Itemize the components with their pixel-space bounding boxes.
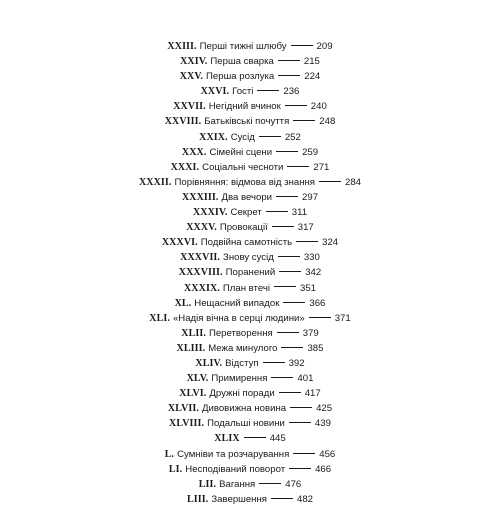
toc-entry: [0, 99, 500, 114]
page-number: 271: [313, 161, 330, 173]
leader-dash: [263, 362, 285, 363]
chapter-title: Дивовижна новина: [202, 403, 287, 415]
chapter-title: Вагання: [219, 478, 256, 490]
toc-entry: [0, 69, 500, 84]
toc-entry: [0, 220, 500, 235]
page-number: 284: [345, 176, 362, 188]
chapter-number: XXVI.: [200, 86, 230, 98]
leader-dash: [276, 151, 298, 152]
chapter-number: XXXII.: [138, 176, 172, 188]
chapter-title: Подальші новини: [207, 418, 285, 430]
leader-dash: [259, 483, 281, 484]
chapter-number: XXVII.: [173, 101, 206, 113]
chapter-title: План втечі: [222, 282, 270, 294]
page-number: 482: [296, 493, 313, 505]
chapter-number: XXXVIII.: [178, 267, 223, 279]
leader-dash: [278, 75, 300, 76]
page-number: 297: [302, 191, 319, 203]
chapter-title: «Надія вічна в серці людини»: [172, 312, 305, 324]
chapter-title: Поранений: [225, 267, 276, 279]
chapter-title: Сумніви та розчарування: [177, 448, 290, 460]
chapter-number: XXIII.: [167, 41, 197, 52]
chapter-number: XLIX: [214, 433, 240, 445]
leader-dash: [290, 407, 312, 408]
chapter-title: Гості: [232, 86, 254, 98]
toc-entry: [0, 431, 500, 446]
leader-dash: [278, 256, 300, 257]
toc-entry: [0, 296, 500, 311]
leader-dash: [272, 226, 294, 227]
toc-entry: [0, 54, 500, 69]
chapter-number: XLVII.: [167, 403, 199, 415]
page-number: 351: [300, 282, 317, 294]
chapter-title: Батьківські почуття: [204, 116, 290, 128]
toc-entry: [0, 145, 500, 160]
leader-dash: [259, 136, 281, 137]
toc-entry: [0, 84, 500, 99]
table-of-contents: [0, 39, 500, 507]
page-number: 456: [319, 448, 336, 460]
leader-dash: [274, 286, 296, 287]
page-number: 401: [297, 373, 314, 385]
toc-entry: [0, 462, 500, 477]
leader-dash: [296, 241, 318, 242]
chapter-title: Порівняння: відмова від знання: [174, 176, 316, 188]
toc-entry: [0, 326, 500, 341]
leader-dash: [319, 181, 341, 182]
chapter-title: Провокації: [219, 222, 268, 234]
toc-entry: [0, 311, 500, 326]
leader-dash: [278, 60, 300, 61]
page-number: 259: [302, 146, 319, 158]
chapter-title: Завершення: [211, 493, 267, 505]
leader-dash: [279, 392, 301, 393]
chapter-number: L.: [164, 448, 175, 460]
chapter-number: LI.: [168, 463, 183, 475]
leader-dash: [309, 317, 331, 318]
chapter-title: Дружні поради: [209, 388, 275, 400]
chapter-title: Межа минулого: [208, 342, 278, 354]
page-number: 324: [322, 237, 339, 249]
page-number: 366: [309, 297, 326, 309]
leader-dash: [285, 105, 307, 106]
chapter-number: XLII.: [181, 327, 206, 339]
page-number: 236: [283, 86, 300, 98]
leader-dash: [289, 468, 311, 469]
chapter-number: XLIV.: [195, 357, 223, 369]
leader-dash: [283, 302, 305, 303]
chapter-title: Відступ: [225, 357, 259, 369]
toc-entry: [0, 235, 500, 250]
chapter-number: LII.: [198, 478, 217, 490]
chapter-title: Сімейні сцени: [209, 146, 273, 158]
page-number: 252: [284, 131, 301, 143]
leader-dash: [287, 166, 309, 167]
leader-dash: [257, 90, 279, 91]
toc-entry: [0, 386, 500, 401]
leader-dash: [244, 437, 266, 438]
toc-entry: [0, 39, 500, 54]
leader-dash: [281, 347, 303, 348]
chapter-number: XXXV.: [186, 222, 217, 234]
chapter-number: XXXIX.: [183, 282, 220, 294]
page-number: 425: [316, 403, 333, 415]
chapter-title: Секрет: [230, 207, 262, 219]
toc-entry: [0, 190, 500, 205]
toc-entry: [0, 492, 500, 507]
toc-entry: [0, 341, 500, 356]
toc-entry: [0, 160, 500, 175]
chapter-title: Сусід: [230, 131, 255, 143]
page-number: 330: [303, 252, 320, 264]
leader-dash: [271, 377, 293, 378]
leader-dash: [271, 498, 293, 499]
chapter-title: Несподіваний поворот: [185, 463, 286, 475]
toc-entry: [0, 281, 500, 296]
page-number: 417: [304, 388, 321, 400]
chapter-number: XXXIII.: [181, 191, 219, 203]
chapter-number: XXVIII.: [164, 116, 202, 128]
page-number: 439: [314, 418, 331, 430]
toc-entry: [0, 477, 500, 492]
page-number: 466: [315, 463, 332, 475]
leader-dash: [276, 196, 298, 197]
chapter-number: XXXI.: [170, 161, 200, 173]
chapter-number: XLI.: [149, 312, 170, 324]
page-number: 215: [303, 56, 320, 68]
toc-entry: [0, 401, 500, 416]
page-number: 240: [310, 101, 327, 113]
page-number: 476: [285, 478, 302, 490]
page-number: 445: [269, 433, 286, 445]
leader-dash: [279, 271, 301, 272]
page-number: 311: [291, 207, 308, 219]
chapter-title: Перші тижні шлюбу: [199, 41, 287, 52]
leader-dash: [293, 120, 315, 121]
page-number: 224: [304, 71, 321, 83]
page-number: 209: [316, 41, 333, 52]
chapter-title: Два вечори: [221, 191, 273, 203]
chapter-title: Подвійна самотність: [200, 237, 293, 249]
leader-dash: [289, 422, 311, 423]
page-number: 342: [305, 267, 322, 279]
chapter-number: XXXVII.: [180, 252, 221, 264]
chapter-title: Перетворення: [208, 327, 273, 339]
chapter-number: XXV.: [179, 71, 203, 83]
toc-entry: [0, 416, 500, 431]
chapter-number: XXXIV.: [192, 207, 228, 219]
chapter-title: Примирення: [211, 373, 268, 385]
leader-dash: [277, 332, 299, 333]
page-number: 379: [302, 327, 319, 339]
chapter-title: Перша сварка: [210, 56, 274, 68]
toc-entry: [0, 205, 500, 220]
chapter-title: Нещасний випадок: [194, 297, 280, 309]
leader-dash: [293, 453, 315, 454]
toc-entry: [0, 250, 500, 265]
chapter-number: XLVI.: [179, 388, 207, 400]
page-number: 248: [319, 116, 336, 128]
chapter-title: Знову сусід: [223, 252, 274, 264]
chapter-number: XLV.: [186, 373, 209, 385]
toc-entry: [0, 356, 500, 371]
chapter-number: XL.: [174, 297, 192, 309]
toc-entry: [0, 130, 500, 145]
page-number: 385: [307, 342, 324, 354]
chapter-number: XXIV.: [180, 56, 208, 68]
leader-dash: [266, 211, 288, 212]
page-number: 392: [288, 357, 305, 369]
toc-entry: [0, 114, 500, 129]
leader-dash: [291, 45, 313, 46]
chapter-number: XXXVI.: [161, 237, 198, 249]
chapter-title: Соціальні чесноти: [202, 161, 284, 173]
toc-entry: [0, 265, 500, 280]
chapter-title: Перша розлука: [206, 71, 275, 83]
toc-entry: [0, 371, 500, 386]
chapter-number: XLVIII.: [169, 418, 205, 430]
page-number: 371: [334, 312, 351, 324]
toc-entry: [0, 447, 500, 462]
page-number: 317: [297, 222, 314, 234]
chapter-number: XXX.: [181, 146, 207, 158]
chapter-number: XLIII.: [176, 342, 206, 354]
chapter-number: XXIX.: [199, 131, 228, 143]
toc-entry: [0, 175, 500, 190]
chapter-number: LIII.: [187, 493, 209, 505]
chapter-title: Негідний вчинок: [208, 101, 281, 113]
